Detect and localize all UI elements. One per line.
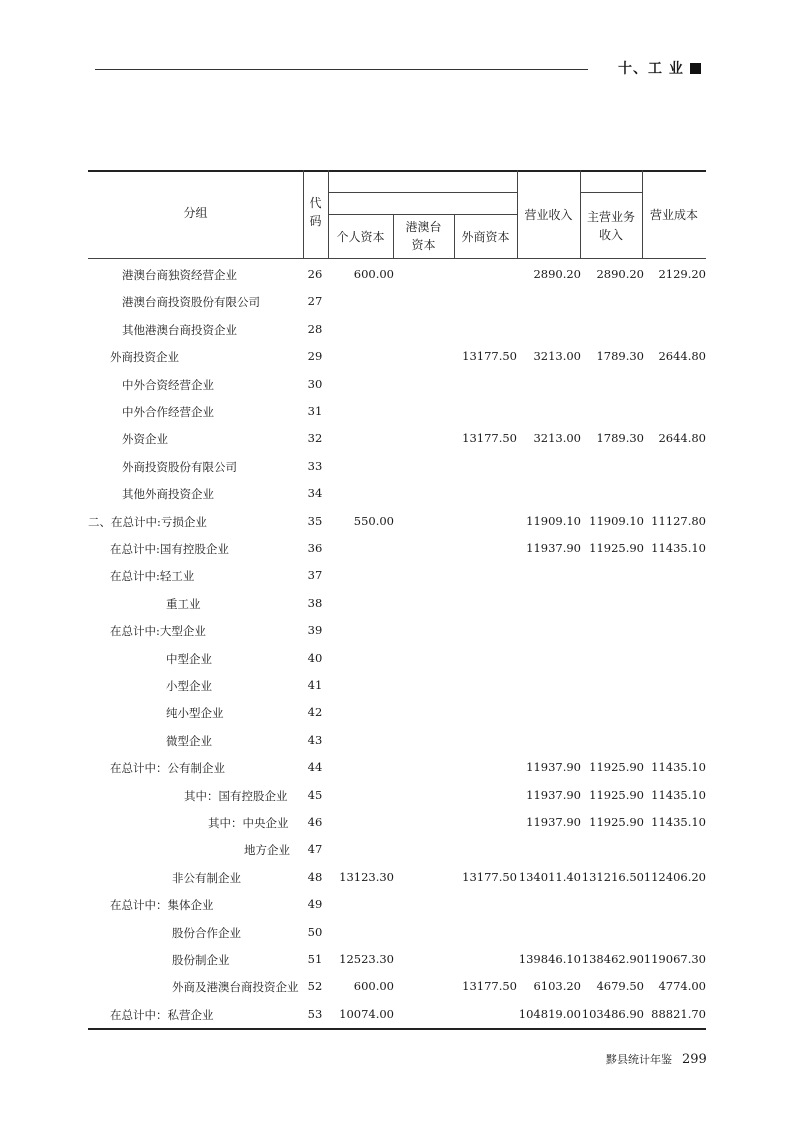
column-header-main-revenue-line1: 主营业务 [586, 210, 635, 224]
row-group-name: 中型企业 [166, 651, 212, 666]
row-revenue: 11937.90 [526, 541, 581, 555]
column-header-hk-line2: 资本 [411, 238, 436, 252]
table-row [88, 781, 706, 808]
page-footer [606, 1051, 707, 1067]
row-group-name: 非公有制企业 [172, 870, 241, 885]
column-header-cost: 营业成本 [649, 208, 698, 222]
row-foreign-capital: 13177.50 [462, 431, 517, 446]
page-number: 299 [682, 1052, 707, 1067]
row-group-name: 在总计中：集体企业 [110, 898, 214, 913]
row-group-name: 纯小型企业 [166, 706, 224, 721]
row-code: 40 [307, 650, 323, 665]
row-group-name: 重工业 [166, 596, 201, 611]
row-code: 48 [307, 869, 323, 884]
row-group-name: 地方企业 [244, 843, 290, 858]
row-individual-capital: 550.00 [353, 513, 394, 528]
column-header-main-revenue-line2: 收入 [598, 228, 623, 242]
row-code: 31 [307, 404, 323, 418]
row-code: 26 [307, 267, 323, 281]
table-row [88, 452, 706, 479]
row-code: 45 [307, 787, 323, 802]
column-header-group: 分组 [183, 206, 208, 220]
row-revenue: 11909.10 [526, 513, 581, 528]
row-main-revenue: 11909.10 [589, 513, 644, 528]
table-row [88, 315, 706, 342]
column-header-revenue: 营业收入 [524, 208, 573, 222]
header-subgroup-rule [328, 214, 517, 215]
row-code: 30 [307, 376, 323, 391]
table-row [88, 863, 706, 890]
table-row [88, 890, 706, 917]
row-cost: 11435.10 [651, 760, 706, 775]
row-group-name: 其他港澳台商投资企业 [122, 322, 237, 337]
row-individual-capital: 600.00 [353, 267, 394, 281]
row-group-name: 在总计中：公有制企业 [110, 761, 225, 776]
row-group-name: 微型企业 [166, 733, 212, 748]
row-main-revenue: 11925.90 [589, 760, 644, 775]
row-group-name: 港澳台商独资经营企业 [122, 268, 237, 282]
table-row [88, 972, 706, 999]
row-cost: 2644.80 [658, 431, 706, 446]
row-revenue: 11937.90 [526, 787, 581, 802]
row-group-name: 在总计中：私营企业 [110, 1007, 214, 1022]
table-row [88, 671, 706, 698]
table-row [88, 534, 706, 561]
header-group-rule-1 [328, 192, 517, 193]
row-cost: 11127.80 [651, 513, 706, 528]
row-cost: 112406.20 [643, 869, 706, 884]
row-code: 46 [307, 815, 323, 829]
row-cost: 4774.00 [658, 979, 706, 994]
table-row [88, 589, 706, 616]
row-group-name: 其中：国有控股企业 [184, 788, 288, 803]
row-group-name: 外商及港澳台商投资企业 [172, 980, 299, 995]
table-row [88, 561, 706, 588]
row-individual-capital: 600.00 [353, 979, 394, 994]
header-group-rule-2 [580, 192, 642, 193]
row-group-name: 在总计中:轻工业 [110, 569, 195, 584]
row-main-revenue: 4679.50 [596, 979, 644, 994]
row-code: 47 [307, 842, 323, 857]
table-row [88, 287, 706, 314]
row-group-name: 外资企业 [122, 432, 168, 447]
table-bottom-rule [88, 1028, 706, 1030]
row-cost: 119067.30 [643, 952, 706, 966]
row-group-name: 小型企业 [166, 679, 212, 693]
column-header-hk-capital [393, 218, 454, 254]
table-row [88, 835, 706, 862]
square-bullet-icon [690, 63, 701, 74]
row-code: 52 [307, 979, 323, 994]
table-row [88, 644, 706, 671]
table-row [88, 753, 706, 780]
row-code: 38 [307, 595, 323, 610]
table-row [88, 370, 706, 397]
row-revenue: 139846.10 [518, 952, 581, 966]
row-group-name: 其他外商投资企业 [122, 487, 214, 502]
row-group-name: 港澳台商投资股份有限公司 [122, 295, 260, 310]
header-rule [95, 69, 588, 70]
section-title [618, 58, 701, 78]
row-group-name: 在总计中:国有控股企业 [110, 542, 229, 556]
row-code: 44 [307, 760, 323, 775]
row-main-revenue: 103486.90 [581, 1006, 644, 1021]
row-group-name: 外商投资股份有限公司 [122, 459, 237, 474]
row-main-revenue: 11925.90 [589, 787, 644, 802]
row-revenue: 2890.20 [533, 267, 581, 281]
row-main-revenue: 2890.20 [596, 267, 644, 281]
row-code: 42 [307, 705, 323, 720]
table-row [88, 726, 706, 753]
table-row [88, 808, 706, 835]
row-code: 28 [307, 321, 323, 336]
row-group-name: 股份制企业 [172, 953, 230, 967]
row-code: 39 [307, 623, 323, 638]
row-code: 32 [307, 431, 323, 446]
column-header-hk-line1: 港澳台 [405, 220, 442, 234]
column-header-main-revenue [580, 208, 642, 244]
row-individual-capital: 13123.30 [339, 869, 394, 884]
row-group-name: 其中：中央企业 [208, 816, 289, 830]
row-revenue: 11937.90 [526, 815, 581, 829]
table-row [88, 698, 706, 725]
row-cost: 2644.80 [658, 349, 706, 364]
row-foreign-capital: 13177.50 [462, 349, 517, 364]
row-code: 34 [307, 486, 323, 501]
row-foreign-capital: 13177.50 [462, 869, 517, 884]
row-group-name: 外商投资企业 [110, 350, 179, 365]
row-code: 50 [307, 924, 323, 939]
row-cost: 11435.10 [651, 541, 706, 555]
row-cost: 11435.10 [651, 815, 706, 829]
table-row [88, 424, 706, 451]
section-title-text: 十、工 业 [618, 61, 684, 77]
table-row [88, 616, 706, 643]
row-group-name: 中外合资经营企业 [122, 377, 214, 392]
row-group-name: 中外合作经营企业 [122, 405, 214, 419]
row-main-revenue: 1789.30 [596, 349, 644, 364]
row-main-revenue: 131216.50 [581, 869, 644, 884]
row-main-revenue: 1789.30 [596, 431, 644, 446]
row-group-name: 二、在总计中:亏损企业 [88, 514, 207, 529]
row-group-name: 在总计中:大型企业 [110, 624, 206, 639]
column-header-code-line1: 代 [309, 196, 322, 210]
row-code: 51 [307, 952, 323, 966]
header-bottom-rule [88, 258, 706, 259]
row-code: 35 [307, 513, 323, 528]
table-row [88, 397, 706, 424]
row-individual-capital: 12523.30 [339, 952, 394, 966]
row-code: 43 [307, 732, 323, 747]
row-individual-capital: 10074.00 [339, 1006, 394, 1021]
footer-book-title: 黟县统计年鉴 [606, 1053, 672, 1066]
row-code: 53 [307, 1006, 323, 1021]
row-main-revenue: 11925.90 [589, 541, 644, 555]
column-header-individual-capital: 个人资本 [336, 230, 385, 244]
row-revenue: 3213.00 [533, 431, 581, 446]
row-revenue: 11937.90 [526, 760, 581, 775]
row-revenue: 6103.20 [533, 979, 581, 994]
row-cost: 88821.70 [651, 1006, 706, 1021]
column-header-code [303, 194, 328, 230]
row-revenue: 104819.00 [518, 1006, 581, 1021]
row-main-revenue: 138462.90 [581, 952, 644, 966]
row-cost: 2129.20 [658, 267, 706, 281]
table-row [88, 1000, 706, 1027]
row-main-revenue: 11925.90 [589, 815, 644, 829]
row-group-name: 股份合作企业 [172, 925, 241, 940]
row-code: 49 [307, 897, 323, 912]
column-header-code-line2: 码 [309, 214, 322, 228]
row-revenue: 134011.40 [518, 869, 581, 884]
table-row [88, 342, 706, 369]
row-code: 29 [307, 349, 323, 364]
row-revenue: 3213.00 [533, 349, 581, 364]
row-code: 27 [307, 294, 323, 309]
table-row [88, 479, 706, 506]
row-code: 41 [307, 678, 323, 692]
table-row [88, 918, 706, 945]
table-top-rule [88, 170, 706, 172]
row-code: 37 [307, 568, 323, 583]
table-row [88, 945, 706, 972]
row-code: 33 [307, 458, 323, 473]
table-row [88, 260, 706, 287]
table-row [88, 507, 706, 534]
row-code: 36 [307, 541, 323, 555]
row-cost: 11435.10 [651, 787, 706, 802]
row-foreign-capital: 13177.50 [462, 979, 517, 994]
column-header-foreign-capital: 外商资本 [461, 230, 510, 244]
